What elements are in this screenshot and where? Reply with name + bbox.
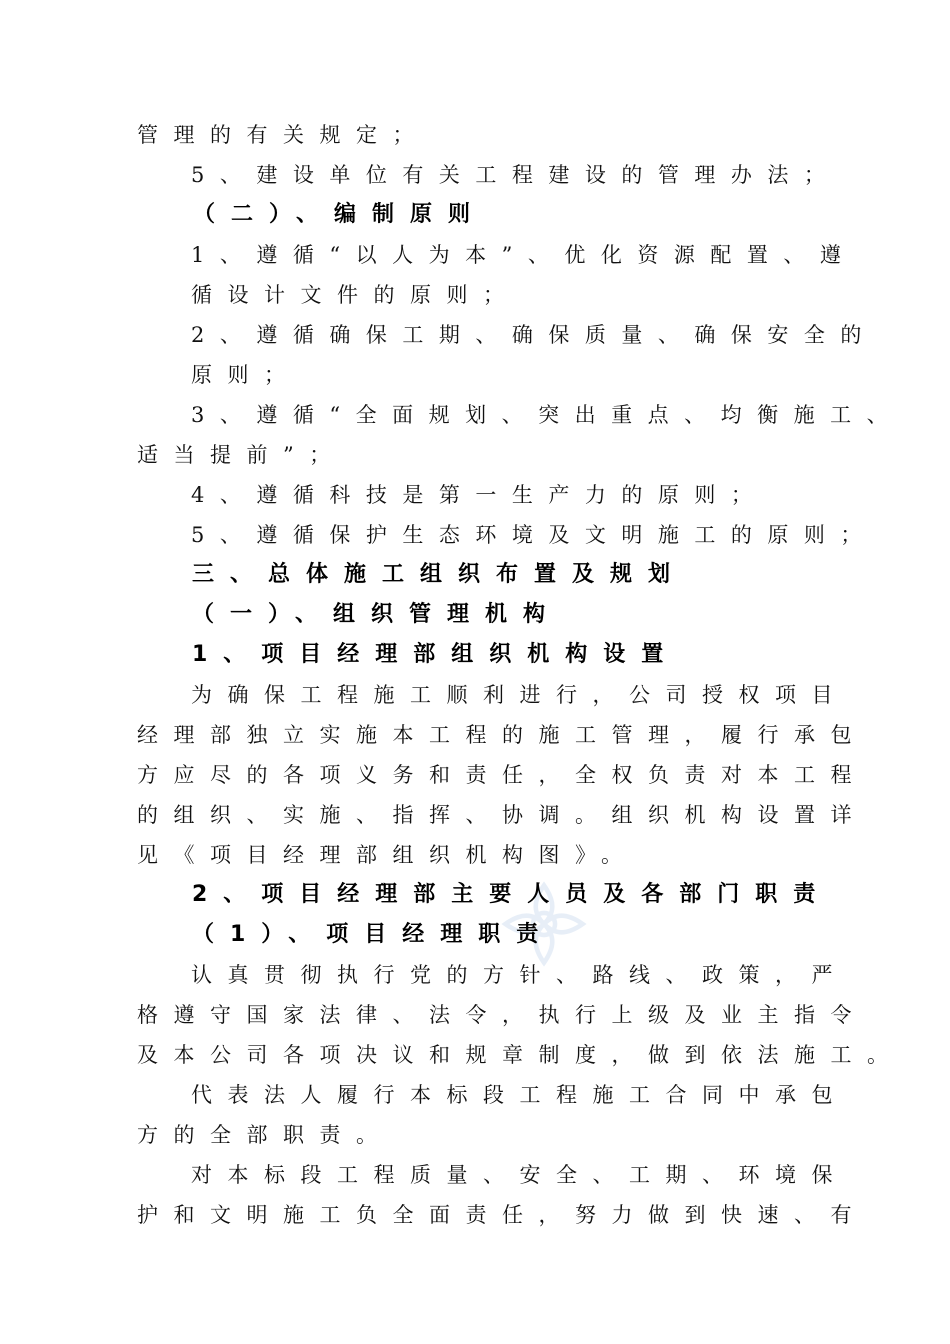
text-line: 认真贯彻执行党的方针、路线、政策，严: [191, 963, 848, 987]
section-heading: （一）、组织管理机构: [192, 602, 562, 627]
text-line: 4、遵循科技是第一生产力的原则；: [191, 483, 768, 507]
text-line: 方的全部职责。: [137, 1123, 393, 1147]
section-heading: （二）、编制原则: [193, 202, 487, 227]
text-line: 护和文明施工负全面责任，努力做到快速、有: [137, 1203, 867, 1227]
text-line: 3、遵循“全面规划、突出重点、均衡施工、: [191, 403, 904, 427]
subsection-heading: 2、项目经理部主要人员及各部门职责: [192, 882, 832, 907]
text-line: 5、遵循保护生态环境及文明施工的原则；: [191, 523, 877, 547]
subsection-heading: （1）、项目经理职责: [192, 922, 555, 947]
text-line: 见《项目经理部组织机构图》。: [137, 843, 638, 867]
text-line: 的组织、实施、指挥、协调。组织机构设置详: [137, 803, 867, 827]
text-line: 管理的有关规定；: [137, 123, 429, 147]
text-line: 对本标段工程质量、安全、工期、环境保: [191, 1163, 848, 1187]
text-line: 2、遵循确保工期、确保质量、确保安全的: [191, 323, 877, 347]
text-line: 格遵守国家法律、法令，执行上级及业主指令: [137, 1003, 867, 1027]
chapter-heading: 三、总体施工组织布置及规划: [192, 562, 687, 587]
subsection-heading: 1、项目经理部组织机构设置: [192, 642, 680, 667]
text-line: 1、遵循“以人为本”、优化资源配置、遵: [191, 243, 857, 267]
text-line: 方应尽的各项义务和责任，全权负责对本工程: [137, 763, 867, 787]
text-line: 经理部独立实施本工程的施工管理，履行承包: [137, 723, 867, 747]
text-line: 5、建设单位有关工程建设的管理办法；: [191, 163, 841, 187]
text-line: 为确保工程施工顺利进行，公司授权项目: [191, 683, 848, 707]
text-line: 原则；: [191, 363, 301, 387]
text-line: 及本公司各项决议和规章制度，做到依法施工。: [137, 1043, 904, 1067]
text-line: 代表法人履行本标段工程施工合同中承包: [191, 1083, 848, 1107]
text-line: 循设计文件的原则；: [191, 283, 520, 307]
text-line: 适当提前”；: [137, 443, 346, 467]
